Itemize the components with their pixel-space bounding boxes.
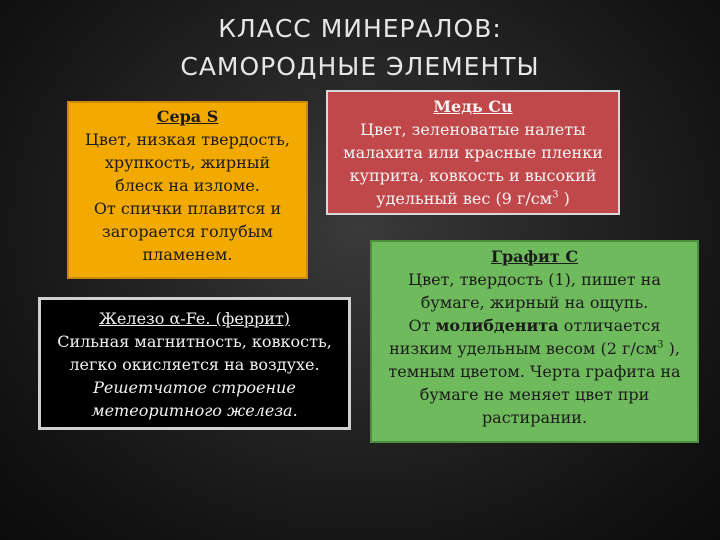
sulfur-line: От спички плавится и bbox=[93, 199, 282, 218]
graphite-molybdenite-prefix: От bbox=[408, 316, 436, 335]
sulfur-card bbox=[67, 101, 308, 279]
graphite-molybdenite-word: молибденита bbox=[435, 316, 559, 335]
graphite-line: темным цветом. Черта графита на bbox=[388, 362, 681, 381]
graphite-heading: Графит C bbox=[490, 247, 579, 266]
graphite-line: бумаге не меняет цвет при bbox=[419, 385, 650, 404]
sulfur-line: загорается голубым bbox=[102, 222, 273, 241]
graphite-density-line bbox=[372, 337, 697, 360]
graphite-density-close: ), bbox=[663, 339, 680, 358]
copper-line: Цвет, зеленоватые налеты bbox=[360, 120, 586, 139]
sulfur-heading: Сера S bbox=[156, 107, 219, 126]
copper-density-line bbox=[328, 187, 618, 210]
copper-line: малахита или красные пленки bbox=[343, 143, 603, 162]
sulfur-line: хрупкость, жирный bbox=[104, 153, 271, 172]
sulfur-line: блеск на изломе. bbox=[115, 176, 260, 195]
graphite-molybdenite-suffix: отличается bbox=[558, 316, 661, 335]
slide-title bbox=[0, 10, 720, 86]
graphite-line: растирании. bbox=[481, 408, 588, 427]
slide-title-line-1: КЛАСС МИНЕРАЛОВ: bbox=[218, 14, 502, 43]
slide-title-line-2: САМОРОДНЫЕ ЭЛЕМЕНТЫ bbox=[180, 52, 540, 81]
copper-density-text: удельный вес (9 г/см bbox=[376, 189, 553, 208]
iron-italic-line: Решетчатое строение bbox=[93, 378, 296, 397]
graphite-density-text: низким удельным весом (2 г/см bbox=[389, 339, 658, 358]
sulfur-line: пламенем. bbox=[142, 245, 233, 264]
iron-line: Сильная магнитность, ковкость, bbox=[57, 332, 332, 351]
iron-line: легко окисляется на воздухе. bbox=[69, 355, 320, 374]
graphite-card bbox=[370, 240, 699, 443]
copper-card bbox=[326, 90, 620, 215]
copper-density-close: ) bbox=[558, 189, 570, 208]
graphite-density-exponent: 3 bbox=[657, 339, 664, 351]
graphite-molybdenite-line bbox=[372, 314, 697, 337]
copper-heading: Медь Cu bbox=[433, 97, 513, 116]
graphite-line: Цвет, твердость (1), пишет на bbox=[408, 270, 661, 289]
copper-density-exponent: 3 bbox=[552, 189, 559, 201]
iron-heading: Железо α-Fe. (феррит) bbox=[98, 309, 291, 328]
sulfur-line: Цвет, низкая твердость, bbox=[85, 130, 290, 149]
iron-italic-line: метеоритного железа. bbox=[91, 401, 298, 420]
iron-card bbox=[38, 297, 351, 430]
copper-line: куприта, ковкость и высокий bbox=[349, 166, 597, 185]
graphite-line: бумаге, жирный на ощупь. bbox=[420, 293, 649, 312]
